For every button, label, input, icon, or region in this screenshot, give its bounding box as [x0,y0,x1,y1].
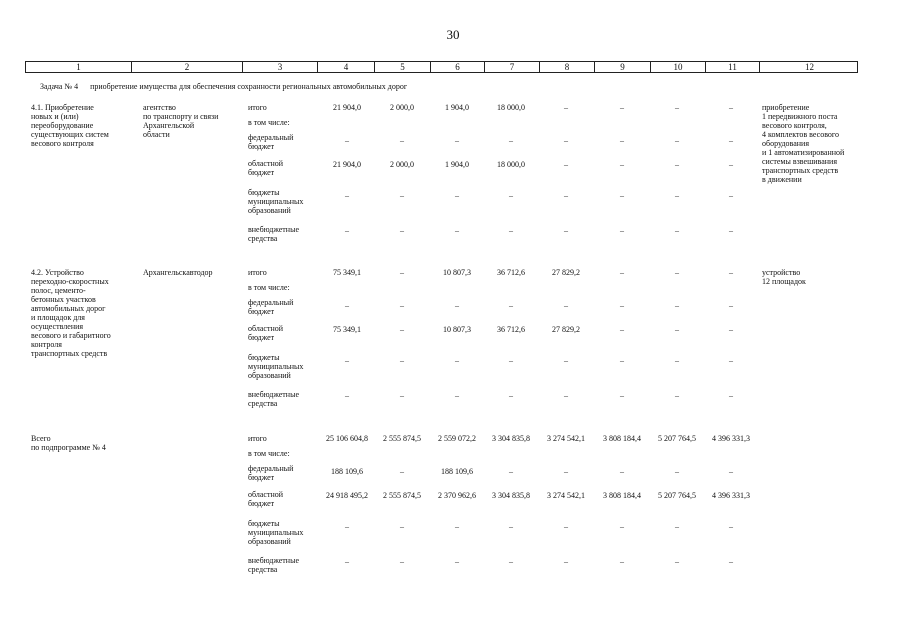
value-cell: – [564,522,568,531]
section-title: по подпрограмме № 4 [31,443,106,452]
source-municipal-label: бюджеты [248,519,280,528]
value-cell: – [620,522,624,531]
value-cell: – [729,522,733,531]
value-cell: 10 807,3 [443,325,471,334]
value-cell: – [455,557,459,566]
value-cell: – [455,391,459,400]
value-cell: 188 109,6 [441,467,473,476]
source-offbudget-label: внебюджетные [248,225,299,234]
value-cell: – [455,356,459,365]
value-cell: – [620,103,624,112]
column-header-12: 12 [805,62,814,72]
value-cell: – [509,391,513,400]
value-cell: – [509,467,513,476]
value-cell: – [675,226,679,235]
value-cell: 18 000,0 [497,103,525,112]
column-header-5: 5 [375,62,431,72]
value-cell: – [400,467,404,476]
section-title: и площадок для [31,313,85,322]
value-cell: – [564,391,568,400]
value-cell: – [620,191,624,200]
value-cell: – [345,356,349,365]
value-cell: – [509,226,513,235]
source-federal-label: бюджет [248,142,275,151]
value-cell: – [400,522,404,531]
column-header-9: 9 [595,62,651,72]
section-title: автомобильных дорог [31,304,106,313]
section-result: 4 комплектов весового [762,130,839,139]
value-cell: – [729,226,733,235]
value-cell: – [455,191,459,200]
source-federal-label: федеральный [248,133,294,142]
value-cell: 1 904,0 [445,160,469,169]
section-result: 12 площадок [762,277,806,286]
value-cell: 27 829,2 [552,325,580,334]
value-cell: 2 370 962,6 [438,491,476,500]
value-cell: 5 207 764,5 [658,491,696,500]
section-title: осуществления [31,322,84,331]
source-including-label: в том числе: [248,118,290,127]
value-cell: – [564,467,568,476]
value-cell: 188 109,6 [331,467,363,476]
value-cell: – [400,391,404,400]
section-title: новых и (или) [31,112,79,121]
value-cell: – [509,356,513,365]
section-title: 4.2. Устройство [31,268,84,277]
section-result: системы взвешивания [762,157,837,166]
value-cell: 24 918 495,2 [326,491,368,500]
value-cell: – [564,301,568,310]
source-total-label: итого [248,268,267,277]
section-title: 4.1. Приобретение [31,103,94,112]
column-header-11: 11 [706,62,760,72]
value-cell: – [345,226,349,235]
source-regional-label: областной [248,159,284,168]
value-cell: – [509,191,513,200]
section-result: оборудования [762,139,809,148]
source-municipal-label: образований [248,371,291,380]
value-cell: 4 396 331,3 [712,434,750,443]
value-cell: – [729,160,733,169]
value-cell: – [620,467,624,476]
value-cell: 5 207 764,5 [658,434,696,443]
value-cell: – [455,301,459,310]
value-cell: 2 000,0 [390,103,414,112]
column-header-8: 8 [540,62,595,72]
column-header-10: 10 [651,62,706,72]
value-cell: – [675,301,679,310]
value-cell: – [729,325,733,334]
value-cell: 75 349,1 [333,325,361,334]
value-cell: – [564,103,568,112]
value-cell: – [345,522,349,531]
column-header-7: 7 [485,62,540,72]
source-regional-label: бюджет [248,168,275,177]
value-cell: 1 904,0 [445,103,469,112]
value-cell: – [729,356,733,365]
value-cell: – [729,467,733,476]
section-result: весового контроля, [762,121,827,130]
value-cell: 3 808 184,4 [603,434,641,443]
value-cell: – [509,301,513,310]
section-title: существующих систем [31,130,109,139]
value-cell: 2 555 874,5 [383,491,421,500]
value-cell: – [345,191,349,200]
section-executor: Архангельскавтодор [143,268,213,277]
value-cell: – [675,136,679,145]
value-cell: – [620,325,624,334]
source-federal-label: бюджет [248,307,275,316]
value-cell: – [400,301,404,310]
value-cell: – [620,391,624,400]
value-cell: – [675,557,679,566]
source-offbudget-label: средства [248,565,278,574]
value-cell: – [455,136,459,145]
value-cell: – [400,557,404,566]
value-cell: – [345,301,349,310]
source-federal-label: федеральный [248,464,294,473]
value-cell: 3 304 835,8 [492,491,530,500]
task-title [40,82,407,91]
source-offbudget-label: внебюджетные [248,390,299,399]
value-cell: – [509,522,513,531]
value-cell: – [729,103,733,112]
source-including-label: в том числе: [248,449,290,458]
value-cell: – [675,191,679,200]
value-cell: – [620,268,624,277]
value-cell: 36 712,6 [497,268,525,277]
source-total-label: итого [248,434,267,443]
source-municipal-label: муниципальных [248,362,304,371]
source-municipal-label: образований [248,206,291,215]
value-cell: 21 904,0 [333,160,361,169]
value-cell: – [620,356,624,365]
value-cell: – [564,191,568,200]
section-title: переоборудование [31,121,94,130]
task-label: Задача № 4 [40,82,79,91]
value-cell: 2 555 874,5 [383,434,421,443]
value-cell: 10 807,3 [443,268,471,277]
value-cell: 18 000,0 [497,160,525,169]
section-result: 1 передвижного поста [762,112,838,121]
source-regional-label: областной [248,490,284,499]
source-municipal-label: муниципальных [248,528,304,537]
column-header-6: 6 [431,62,485,72]
section-executor: по транспорту и связи [143,112,219,121]
source-municipal-label: бюджеты [248,353,280,362]
value-cell: – [455,522,459,531]
value-cell: – [675,467,679,476]
value-cell: 2 000,0 [390,160,414,169]
value-cell: – [564,557,568,566]
value-cell: 25 106 604,8 [326,434,368,443]
source-regional-label: бюджет [248,499,275,508]
section-title: Всего [31,434,51,443]
value-cell: – [564,160,568,169]
source-including-label: в том числе: [248,283,290,292]
source-total-label: итого [248,103,267,112]
source-federal-label: бюджет [248,473,275,482]
value-cell: – [675,103,679,112]
value-cell: – [564,356,568,365]
source-federal-label: федеральный [248,298,294,307]
value-cell: 4 396 331,3 [712,491,750,500]
value-cell: 3 808 184,4 [603,491,641,500]
value-cell: – [345,136,349,145]
value-cell: 75 349,1 [333,268,361,277]
section-result: приобретение [762,103,810,112]
section-executor: агентство [143,103,176,112]
source-offbudget-label: средства [248,234,278,243]
column-header-4: 4 [318,62,375,72]
source-offbudget-label: средства [248,399,278,408]
value-cell: – [729,391,733,400]
source-municipal-label: бюджеты [248,188,280,197]
column-header-row [25,61,858,73]
source-municipal-label: образований [248,537,291,546]
value-cell: – [400,268,404,277]
section-result: в движении [762,175,802,184]
value-cell: – [675,268,679,277]
section-title: весового и габаритного [31,331,111,340]
section-title: бетонных участков [31,295,96,304]
value-cell: – [345,557,349,566]
column-header-1: 1 [26,62,132,72]
value-cell: – [620,226,624,235]
value-cell: – [400,325,404,334]
value-cell: – [345,391,349,400]
value-cell: – [675,356,679,365]
section-result: транспортных средств [762,166,839,175]
source-municipal-label: муниципальных [248,197,304,206]
section-title: переходно-скоростных [31,277,109,286]
value-cell: – [675,160,679,169]
page-number: 30 [446,27,460,42]
section-result: и 1 автоматизированной [762,148,845,157]
section-executor: области [143,130,170,139]
column-header-2: 2 [132,62,243,72]
source-regional-label: бюджет [248,333,275,342]
value-cell: – [729,268,733,277]
value-cell: – [729,136,733,145]
section-title: весового контроля [31,139,94,148]
value-cell: – [675,522,679,531]
value-cell: – [400,226,404,235]
value-cell: – [564,136,568,145]
value-cell: – [509,136,513,145]
section-title: транспортных средств [31,349,108,358]
value-cell: – [509,557,513,566]
column-header-3: 3 [243,62,318,72]
section-title: полос, цементо- [31,286,86,295]
value-cell: 21 904,0 [333,103,361,112]
value-cell: 27 829,2 [552,268,580,277]
value-cell: – [620,136,624,145]
value-cell: 3 274 542,1 [547,434,585,443]
value-cell: 2 559 072,2 [438,434,476,443]
section-executor: Архангельской [143,121,195,130]
source-offbudget-label: внебюджетные [248,556,299,565]
value-cell: – [729,557,733,566]
value-cell: – [620,557,624,566]
source-regional-label: областной [248,324,284,333]
value-cell: – [400,356,404,365]
value-cell: 36 712,6 [497,325,525,334]
value-cell: – [729,191,733,200]
value-cell: – [675,325,679,334]
value-cell: 3 304 835,8 [492,434,530,443]
section-result: устройство [762,268,801,277]
task-text: приобретение имущества для обеспечения сохранности региональных автомобильных дорог [90,82,408,91]
value-cell: – [400,136,404,145]
value-cell: – [620,301,624,310]
value-cell: – [400,191,404,200]
value-cell: – [620,160,624,169]
section-title: контроля [31,340,62,349]
value-cell: – [729,301,733,310]
value-cell: – [455,226,459,235]
value-cell: – [675,391,679,400]
value-cell: 3 274 542,1 [547,491,585,500]
value-cell: – [564,226,568,235]
